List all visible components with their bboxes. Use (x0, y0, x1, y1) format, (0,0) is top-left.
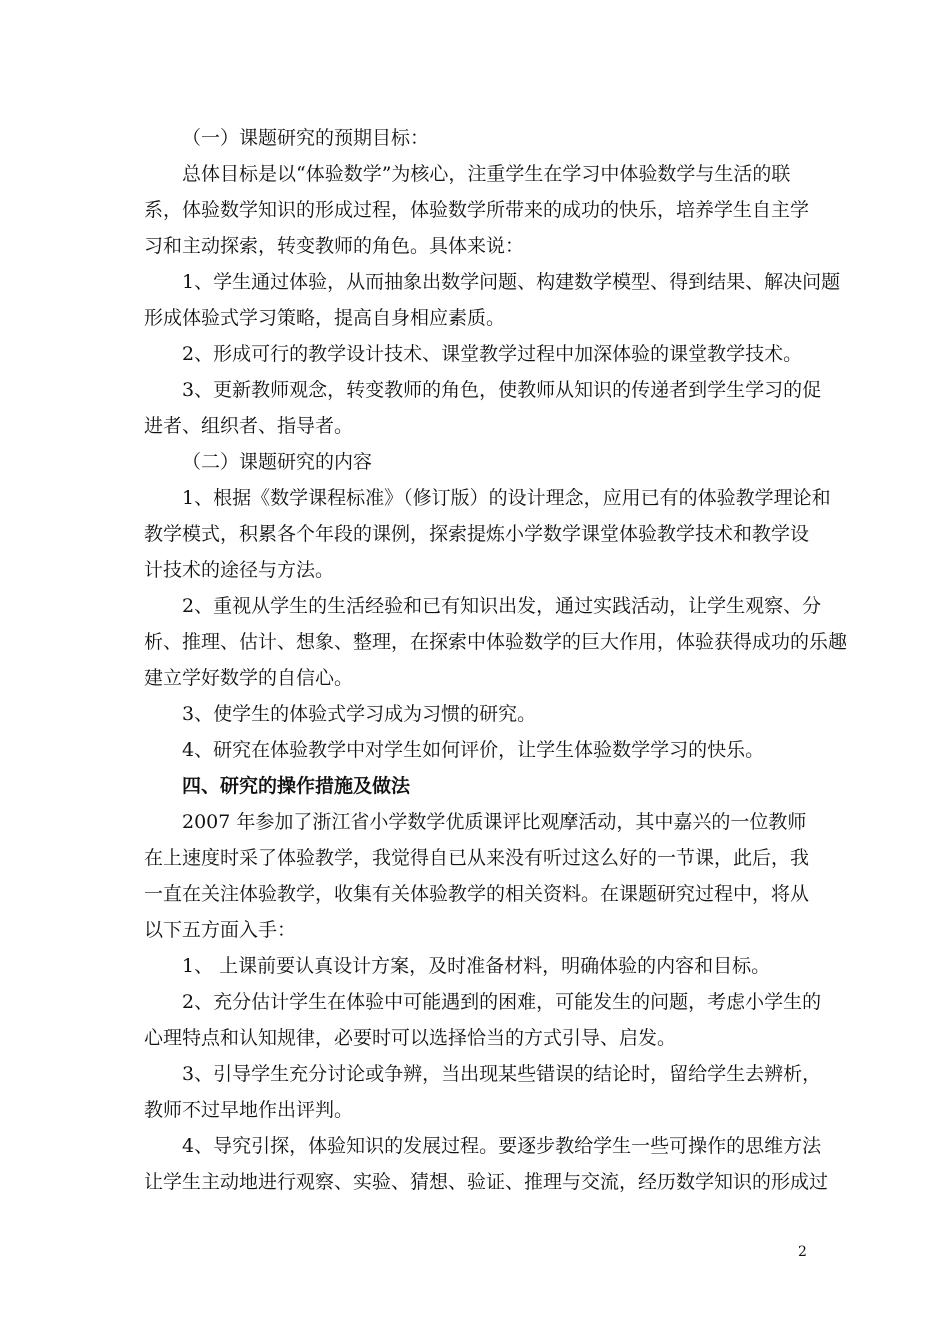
text-line: 教师不过早地作出评判。 (144, 1099, 354, 1121)
text-line: 3、使学生的体验式学习成为习惯的研究。 (182, 703, 537, 725)
text-line: 在上速度时采了体验教学，我觉得自已从来没有听过这么好的一节课，此后，我 (144, 847, 810, 869)
text-line: 2、重视从学生的生活经验和已有知识出发，通过实践活动，让学生观察、分 (182, 595, 822, 617)
text-line: 2、充分估计学生在体验中可能遇到的困难，可能发生的问题，考虑小学生的 (182, 991, 822, 1013)
paragraph (144, 1056, 822, 1128)
text-line: 4、研究在体验教学中对学生如何评价，让学生体验数学学习的快乐。 (182, 739, 765, 761)
paragraph (144, 444, 808, 480)
paragraph (144, 948, 808, 984)
text-line: 系，体验数学知识的形成过程，体验数学所带来的成功的快乐，培养学生自主学 (144, 199, 810, 221)
paragraph (144, 696, 808, 732)
document-body (144, 120, 848, 1200)
paragraph (144, 804, 808, 948)
text-line: （二）课题研究的内容 (182, 451, 373, 473)
section-heading (144, 768, 808, 804)
text-line: （一）课题研究的预期目标： (182, 127, 430, 149)
text-line: 让学生主动地进行观察、实验、猜想、验证、推理与交流，经历数学知识的形成过 (144, 1171, 829, 1193)
text-line: 进者、组织者、指导者。 (144, 415, 354, 437)
text-line: 4、导究引探，体验知识的发展过程。要逐步教给学生一些可操作的思维方法 (182, 1135, 822, 1157)
paragraph (144, 588, 848, 696)
text-line: 习和主动探索，转变教师的角色。具体来说： (144, 235, 525, 257)
text-line: 1、学生通过体验，从而抽象出数学问题、构建数学模型、得到结果、解决问题 (182, 271, 841, 293)
text-line: 1、根据《数学课程标准》（修订版）的设计理念，应用已有的体验教学理论和 (182, 487, 831, 509)
paragraph (144, 372, 822, 444)
text-line: 1、 上课前要认真设计方案，及时准备材料，明确体验的内容和目标。 (182, 955, 771, 977)
text-line: 3、更新教师观念，转变教师的角色，使教师从知识的传递者到学生学习的促 (182, 379, 822, 401)
text-line: 四、研究的操作措施及做法 (182, 775, 411, 797)
text-line: 一直在关注体验教学，收集有关体验教学的相关资料。在课题研究过程中，将从 (144, 883, 810, 905)
text-line: 总体目标是以“体验数学”为核心，注重学生在学习中体验数学与生活的联 (182, 163, 791, 185)
text-line: 教学模式，积累各个年段的课例，探索提炼小学数学课堂体验教学技术和教学设 (144, 523, 810, 545)
paragraph (144, 732, 808, 768)
text-line: 建立学好数学的自信心。 (144, 667, 354, 689)
page-number: 2 (798, 1244, 807, 1260)
text-line: 析、推理、估计、想象、整理，在探索中体验数学的巨大作用，体验获得成功的乐趣 (144, 631, 848, 653)
text-line: 形成体验式学习策略，提高自身相应素质。 (144, 307, 506, 329)
paragraph (144, 984, 822, 1056)
paragraph (144, 264, 841, 336)
paragraph (144, 1128, 829, 1200)
text-line: 2、形成可行的教学设计技术、课堂教学过程中加深体验的课堂教学技术。 (182, 343, 803, 365)
text-line: 2007 年参加了浙江省小学数学优质课评比观摩活动，其中嘉兴的一位教师 (182, 811, 807, 833)
text-line: 3、引导学生充分讨论或争辨，当出现某些错误的结论时，留给学生去辨析， (182, 1063, 822, 1085)
paragraph (144, 336, 808, 372)
text-line: 心理特点和认知规律，必要时可以选择恰当的方式引导、启发。 (144, 1027, 677, 1049)
paragraph (144, 480, 831, 588)
paragraph (144, 120, 808, 156)
paragraph (144, 156, 808, 264)
text-line: 以下五方面入手： (144, 919, 297, 941)
text-line: 计技术的途径与方法。 (144, 559, 335, 581)
